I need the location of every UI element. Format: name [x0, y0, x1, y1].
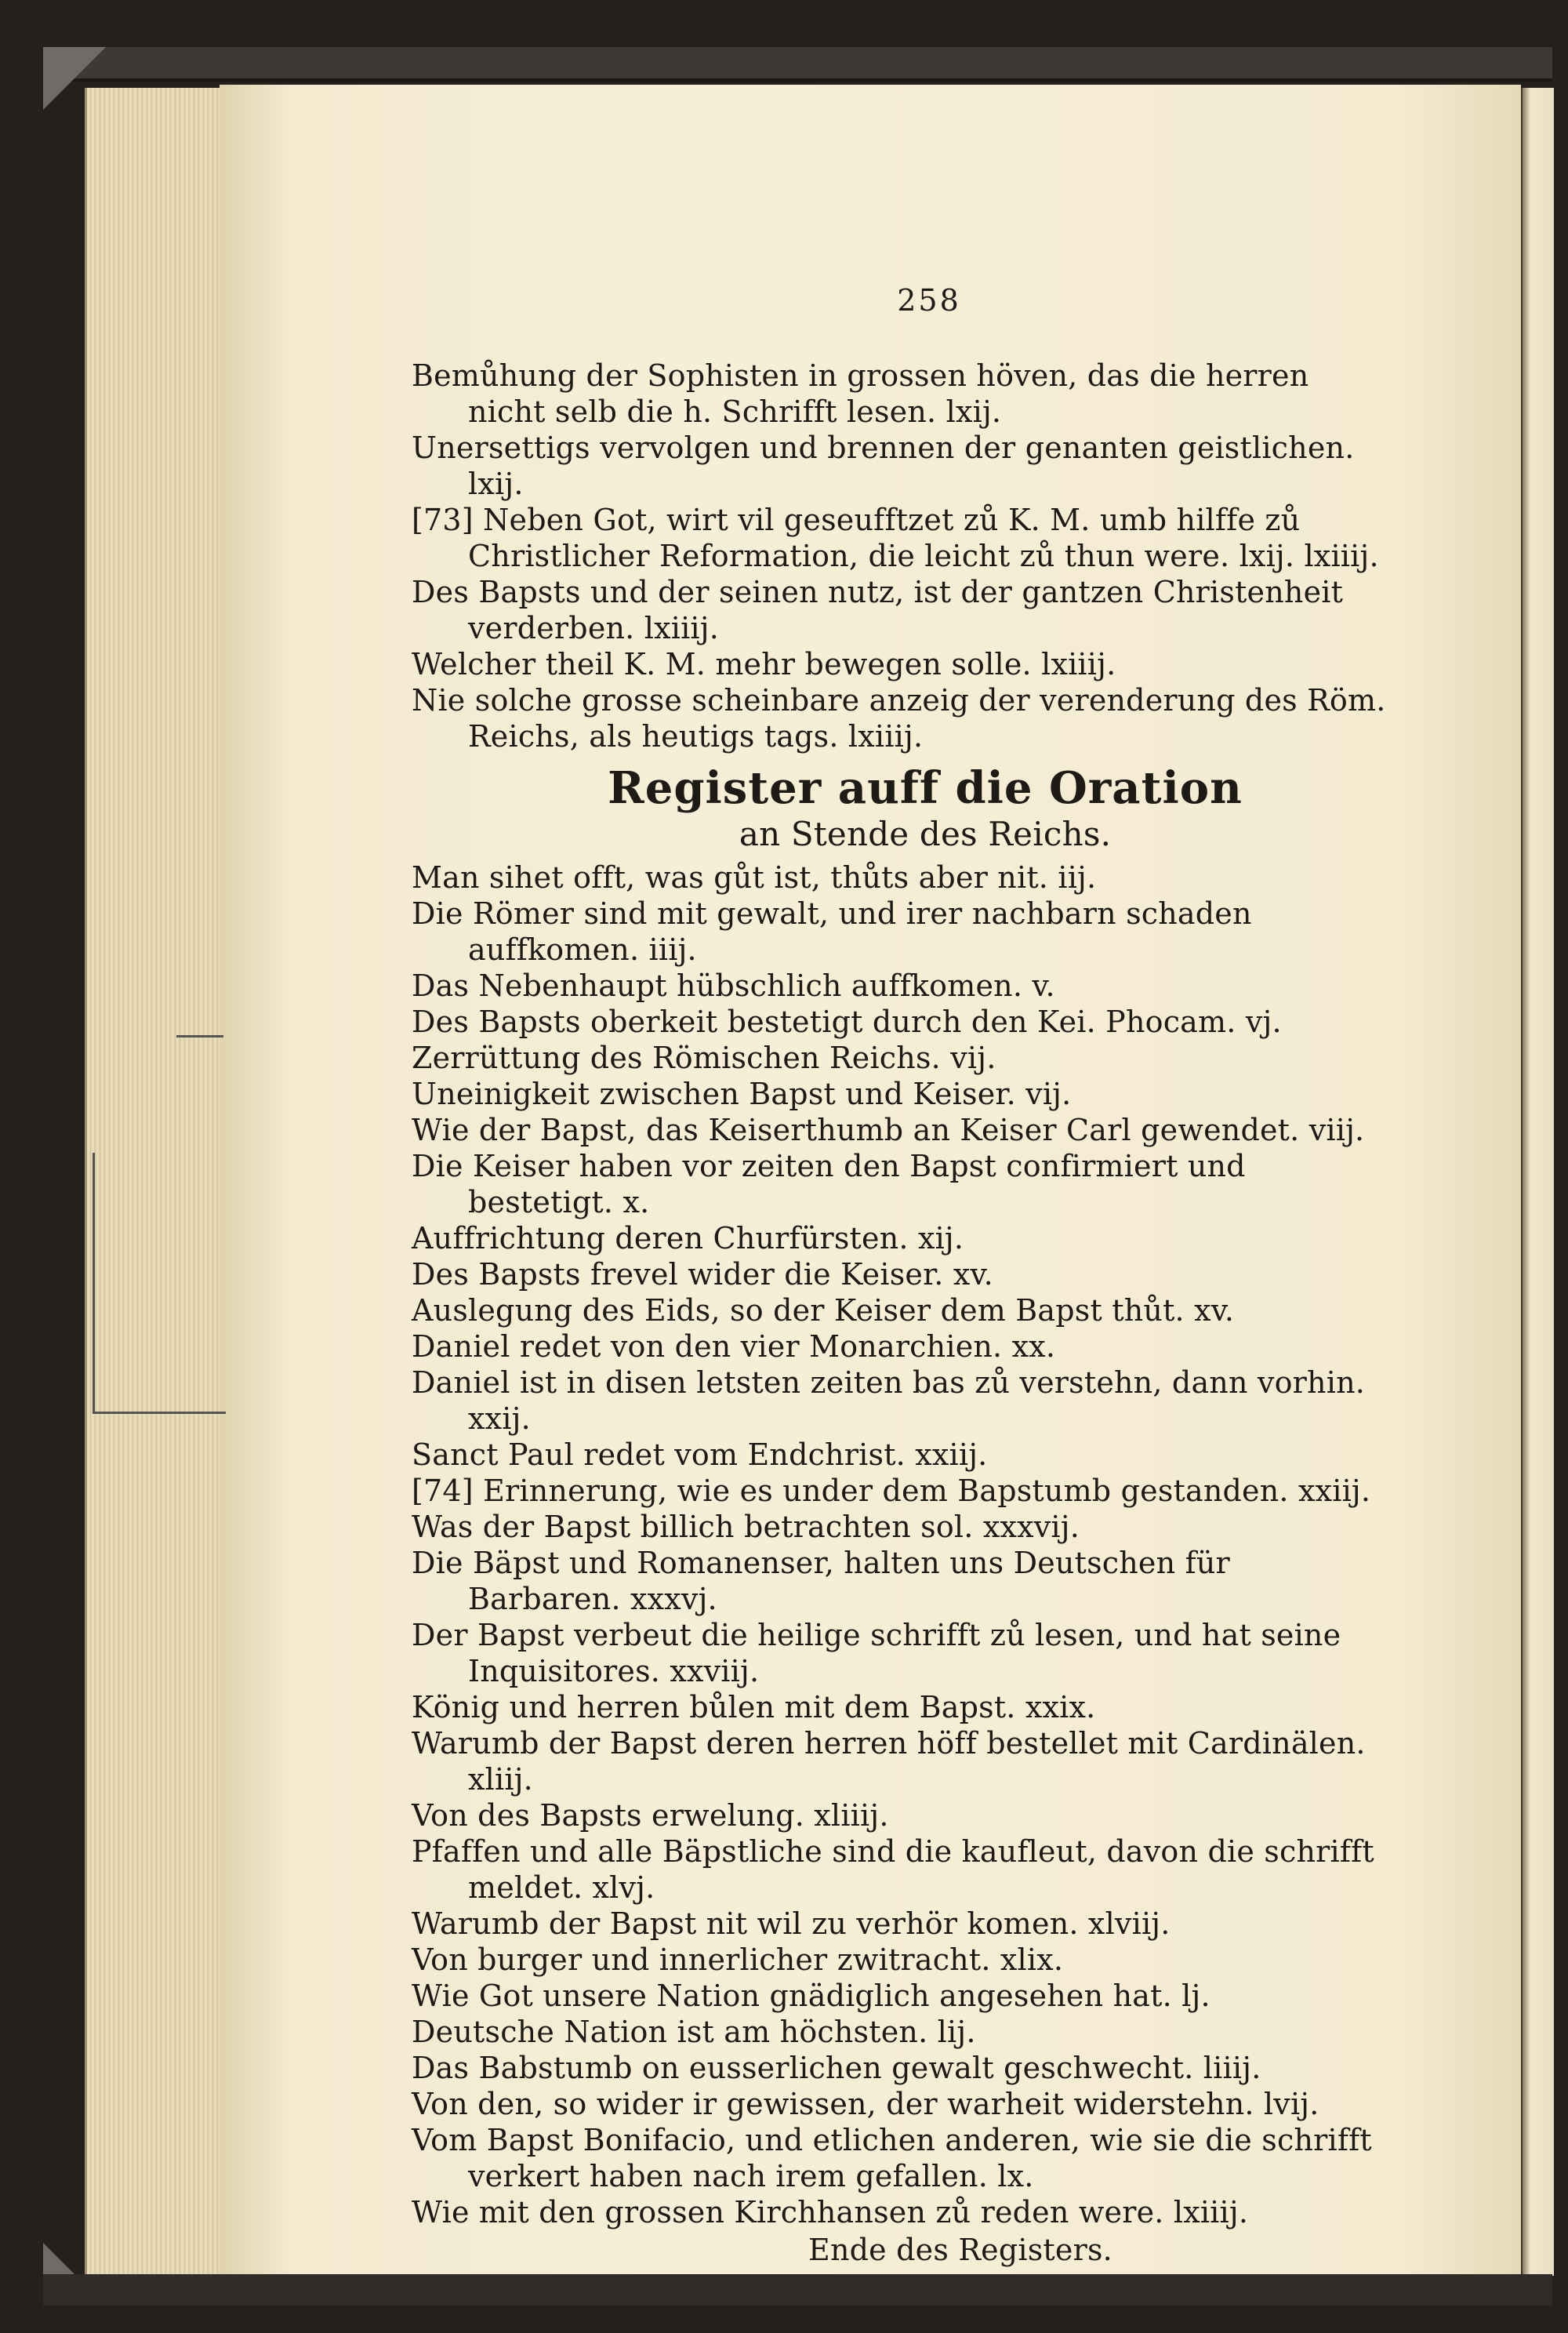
register-entry: Des Bapsts frevel wider die Keiser. xv. — [412, 1257, 993, 1292]
register-entry: Bemůhung der Sophisten in grossen höven, das die herren nicht selb die h. Schrifft lesen. lxij. — [412, 358, 1309, 429]
register-entry: Wie Got unsere Nation gnädiglich angesehen hat. lj. — [412, 1979, 1210, 2013]
page-edges — [85, 88, 224, 2276]
register-subheading: an Stende des Reichs. — [739, 815, 1112, 853]
register-entry: Welcher theil K. M. mehr bewegen solle. lxiiij. — [412, 647, 1116, 681]
register-entry: [74] Erinnerung, wie es under dem Bapstumb gestanden. xxiij. — [412, 1474, 1371, 1508]
register-entry: Des Bapsts oberkeit bestetigt durch den Kei. Phocam. vj. — [412, 1005, 1282, 1039]
section2-list — [412, 859, 1392, 2230]
register-entry: Pfaffen und alle Bäpstliche sind die kaufleut, davon die schrifft meldet. xlvj. — [412, 1834, 1374, 1905]
register-entry: Auffrichtung deren Churfürsten. xij. — [412, 1221, 964, 1256]
facing-page-edge — [1521, 88, 1554, 2276]
register-entry: Man sihet offt, was gůt ist, thůts aber nit. iij. — [412, 860, 1097, 895]
pencil-mark-horizontal — [176, 1035, 223, 1037]
register-ending: Ende des Registers. — [808, 2233, 1112, 2267]
register-entry: Wie der Bapst, das Keiserthumb an Keiser Carl gewendet. viij. — [412, 1113, 1365, 1147]
register-entry: Wie mit den grossen Kirchhansen zů reden were. lxiiij. — [412, 2195, 1249, 2229]
register-entry: Zerrüttung des Römischen Reichs. vij. — [412, 1041, 996, 1075]
page-content — [412, 282, 1392, 2268]
register-entry: Nie solche grosse scheinbare anzeig der verenderung des Röm. Reichs, als heutigs tags. lxiiij. — [412, 683, 1386, 754]
register-entry: Was der Bapst billich betrachten sol. xxxvij. — [412, 1510, 1080, 1544]
register-entry: Uneinigkeit zwischen Bapst und Keiser. vij. — [412, 1077, 1072, 1111]
register-entry: Das Nebenhaupt hübschlich auffkomen. v. — [412, 968, 1055, 1003]
register-entry: Von burger und innerlicher zwitracht. xlix. — [412, 1942, 1064, 1977]
register-entry: Daniel ist in disen letsten zeiten bas zů verstehn, dann vorhin. xxij. — [412, 1365, 1366, 1436]
register-entry: Von den, so wider ir gewissen, der warheit widerstehn. lvij. — [412, 2087, 1319, 2121]
register-heading: Register auff die Oration — [608, 762, 1243, 814]
pencil-mark-vertical — [93, 1153, 95, 1412]
register-entry: Des Bapsts und der seinen nutz, ist der gantzen Christenheit verderben. lxiiij. — [412, 575, 1344, 645]
page-number: 258 — [897, 283, 961, 318]
register-entry: Die Römer sind mit gewalt, und irer nachbarn schaden auffkomen. iiij. — [412, 896, 1252, 967]
register-entry: Die Bäpst und Romanenser, halten uns Deutschen für Barbaren. xxxvj. — [412, 1546, 1230, 1616]
section1-list — [412, 358, 1392, 754]
register-entry: [73] Neben Got, wirt vil geseufftzet zů K. M. umb hilffe zů Christlicher Reformation, die leicht zů thun were. lxij. lxiiij. — [412, 503, 1379, 573]
book-cover-top — [43, 47, 1552, 82]
register-entry: Deutsche Nation ist am höchsten. lij. — [412, 2015, 976, 2049]
register-entry: Das Babstumb on eusserlichen gewalt geschwecht. liiij. — [412, 2051, 1261, 2085]
register-entry: Daniel redet von den vier Monarchien. xx. — [412, 1329, 1056, 1364]
pencil-mark-bottom — [93, 1412, 226, 1414]
register-entry: Sanct Paul redet vom Endchrist. xxiij. — [412, 1437, 988, 1472]
register-entry: Vom Bapst Bonifacio, und etlichen anderen, wie sie die schrifft verkert haben nach irem gefallen. lx. — [412, 2123, 1372, 2193]
register-entry: König und herren bůlen mit dem Bapst. xxix. — [412, 1690, 1096, 1724]
register-entry: Warumb der Bapst nit wil zu verhör komen. xlviij. — [412, 1906, 1171, 1941]
register-entry: Von des Bapsts erwelung. xliiij. — [412, 1798, 889, 1833]
register-entry: Warumb der Bapst deren herren höff bestellet mit Cardinälen. xliij. — [412, 1726, 1366, 1797]
register-entry: Unersettigs vervolgen und brennen der genanten geistlichen. lxij. — [412, 431, 1355, 501]
book-cover-bottom — [43, 2274, 1552, 2306]
register-entry: Die Keiser haben vor zeiten den Bapst confirmiert und bestetigt. x. — [412, 1149, 1246, 1219]
register-entry: Der Bapst verbeut die heilige schrifft zů lesen, und hat seine Inquisitores. xxviij. — [412, 1618, 1341, 1688]
register-entry: Auslegung des Eids, so der Keiser dem Bapst thůt. xv. — [412, 1293, 1235, 1328]
